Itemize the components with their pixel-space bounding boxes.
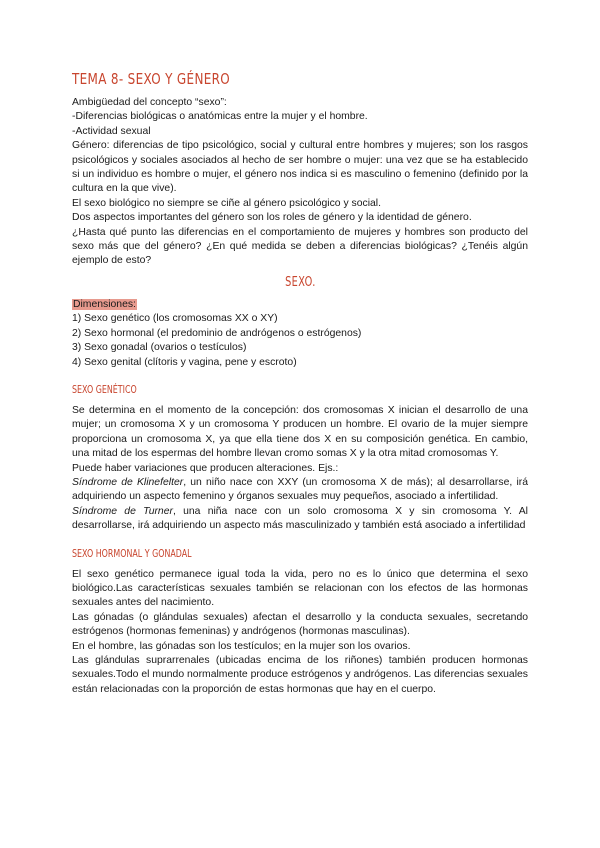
hormonal-paragraph-2: Las gónadas (o glándulas sexuales) afectan el desarrollo y la conducta sexuales, secretando estrógenos (hormonas femeninas) y andrógenos (hormonas masculinas). <box>72 611 528 638</box>
klinefelter-text: , un niño nace con XXY (un cromosoma X de más); al desarrollarse, irá adquiriendo un aspecto femenino y órganos sexuales muy pequeños, asociado a infertilidad. <box>72 476 528 503</box>
dimension-item: 1) Sexo genético (los cromosomas XX o XY) <box>72 313 278 325</box>
hormonal-paragraph-4: Las glándulas suprarrenales (ubicadas encima de los riñones) también producen hormonas sexuales.Todo el mundo normalmente produce estrógenos y andrógenos. Las diferencias sexuales están relacionadas con la proporción de estas hormonas que hay en el cuerpo. <box>72 655 528 695</box>
dimension-item: 2) Sexo hormonal (el predominio de andrógenos o estrógenos) <box>72 327 362 339</box>
turner-paragraph <box>72 505 528 534</box>
hormonal-paragraph-3: En el hombre, las gónadas son los testículos; en la mujer son los ovarios. <box>72 640 411 652</box>
gender-aspects: Dos aspectos importantes del género son los roles de género y la identidad de género. <box>72 212 472 224</box>
sexo-heading: SEXO. <box>284 274 316 290</box>
questions-paragraph: ¿Hasta qué punto las diferencias en el comportamiento de mujeres y hombres son producto del sexo más que del género? ¿En qué medida se deben a diferencias biológicas? ¿Tenéis algún ejemplo de esto? <box>72 226 528 267</box>
hormonal-paragraph-1: El sexo genético permanece igual toda la vida, pero no es lo único que determina el sexo biológico.Las características sexuales también se relacionan con los efectos de las hormonas sexuales antes del nacimiento. <box>72 568 528 609</box>
dimensions-label-highlight: Dimensiones: <box>73 298 136 310</box>
klinefelter-paragraph <box>72 476 528 505</box>
turner-name: Síndrome de Turner <box>72 505 173 517</box>
genetic-sex-paragraph: Se determina en el momento de la concepción: dos cromosomas X inician el desarrollo de una mujer; un cromosoma X y un cromosoma Y producen un hombre. El ovario de la mujer siempre proporciona un cromosoma X, ya que ella tiene dos X en su composición genética. En cambio, una mitad de los espermas del hombre llevan cromo somas X y la otra mitad cromosomas Y. <box>72 404 528 460</box>
document-content <box>72 70 528 697</box>
genetic-sex-heading: SEXO GENÉTICO <box>72 382 137 396</box>
turner-text: , una niña nace con un solo cromosoma X y sin cromosoma Y. Al desarrollarse, irá adquiriendo un aspecto más masculinizado y también está asociado a infertilidad <box>72 505 528 532</box>
dimensions-label <box>72 298 528 312</box>
klinefelter-name: Síndrome de Klinefelter <box>72 476 184 488</box>
intro-sexual-activity: -Actividad sexual <box>72 125 151 137</box>
gender-definition: Género: diferencias de tipo psicológico, social y cultural entre hombres y mujeres; son los rasgos psicológicos y sociales asociados al hecho de ser hombre o mujer: una vez que se ha establecido si un individuo es hombre o mujer, el género nos indica si es masculino o femenino (definido por la cultura en la que vive). <box>72 140 528 195</box>
hormonal-sex-heading: SEXO HORMONAL Y GONADAL <box>72 546 192 560</box>
variations-paragraph: Puede haber variaciones que producen alteraciones. Ejs.: <box>72 462 339 474</box>
intro-biological-differences: -Diferencias biológicas o anatómicas entre la mujer y el hombre. <box>72 111 368 123</box>
intro-ambiguity: Ambigüedad del concepto “sexo”: <box>72 97 227 108</box>
biological-sex-note: El sexo biológico no siempre se ciñe al género psicológico y social. <box>72 197 381 209</box>
document-title: TEMA 8- SEXO Y GÉNERO <box>72 70 231 88</box>
dimension-item: 3) Sexo gonadal (ovarios o testículos) <box>72 342 247 354</box>
dimension-item: 4) Sexo genital (clítoris y vagina, pene y escroto) <box>72 356 297 368</box>
